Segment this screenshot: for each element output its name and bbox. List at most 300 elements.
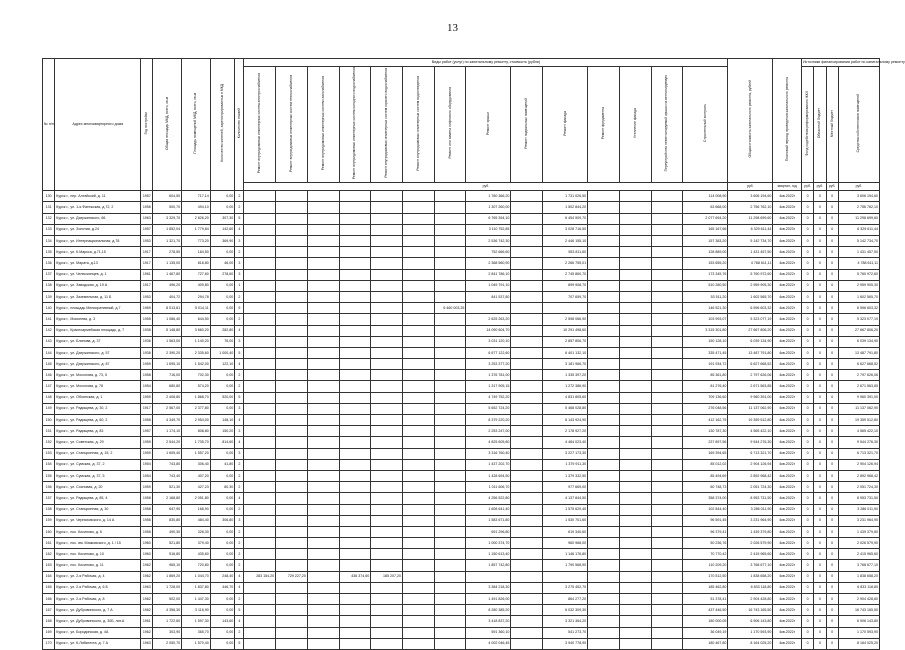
- row-number: 139: [43, 291, 55, 302]
- header-work-basement: Ремонт подвальных помещений: [511, 67, 543, 183]
- row-year: 1963: [141, 638, 153, 649]
- header-address: Адрес многоквартирного дома: [55, 59, 141, 191]
- row-work-cost: [307, 247, 339, 258]
- row-work-cost: [339, 582, 371, 593]
- header-work-hot-water: Ремонт внутридомовых инженерных систем горячего водоснабжения: [371, 67, 403, 183]
- row-year: 1959: [141, 392, 153, 403]
- row-work-cost: [403, 336, 435, 347]
- row-work-cost: [307, 493, 339, 504]
- row-work-cost: 150 128,10: [683, 336, 728, 347]
- table-row: [43, 403, 880, 414]
- row-living-area: 407,20: [182, 470, 211, 481]
- row-work-cost: 729 227,20: [276, 571, 308, 582]
- row-work-cost: [244, 325, 276, 336]
- row-funding-regional: 0: [814, 269, 826, 280]
- row-work-cost: [619, 291, 651, 302]
- row-total-area: 1 321,70: [153, 236, 182, 247]
- row-year: 1963: [141, 213, 153, 224]
- table-row: [43, 224, 880, 235]
- row-work-cost: 4 825 605,80: [466, 437, 511, 448]
- header-units-works: руб.: [244, 183, 728, 191]
- row-work-cost: [511, 191, 543, 202]
- row-address: Курск г., ул. Мосолова, д. 78: [55, 381, 141, 392]
- row-work-cost: [403, 515, 435, 526]
- row-work-cost: 3 275 452,70: [543, 582, 588, 593]
- row-work-cost: [276, 303, 308, 314]
- row-work-cost: 102 844,40: [683, 504, 728, 515]
- row-work-cost: [588, 370, 620, 381]
- row-work-cost: [588, 247, 620, 258]
- row-work-cost: [403, 627, 435, 638]
- row-number: 145: [43, 359, 55, 370]
- row-floors: 4: [235, 616, 244, 627]
- row-work-cost: [434, 549, 466, 560]
- row-work-cost: 707 659,70: [543, 291, 588, 302]
- row-work-cost: [244, 314, 276, 325]
- row-living-area: 484,40: [182, 515, 211, 526]
- row-work-cost: [244, 236, 276, 247]
- row-work-cost: [371, 638, 403, 649]
- row-address: Курск г., ул. К.Маркса, д.71,15: [55, 247, 141, 258]
- row-work-cost: 619 340,60: [543, 526, 588, 537]
- row-total-area: 965,10: [153, 560, 182, 571]
- row-work-cost: [307, 515, 339, 526]
- row-work-cost: 6 460 003,25: [434, 303, 466, 314]
- table-row: [43, 571, 880, 582]
- row-address: Курск г., пос. Косиново, д. 6: [55, 526, 141, 537]
- row-work-cost: 185 462,80: [683, 582, 728, 593]
- row-period: 4кв.2022г: [773, 269, 802, 280]
- row-work-cost: [339, 526, 371, 537]
- row-work-cost: [403, 247, 435, 258]
- row-address: Курск г., ул. Дубровинского, д. 30Б, лит.А: [55, 616, 141, 627]
- row-work-cost: [403, 258, 435, 269]
- row-work-cost: 591 360,10: [466, 627, 511, 638]
- row-work-cost: [588, 571, 620, 582]
- row-work-cost: [511, 213, 543, 224]
- row-funding-local: 0: [826, 594, 838, 605]
- row-work-cost: 335 471,45: [683, 347, 728, 358]
- row-work-cost: [434, 347, 466, 358]
- row-year: 1956: [141, 202, 153, 213]
- row-funding-regional: 0: [814, 627, 826, 638]
- row-period: 4кв.2022г: [773, 605, 802, 616]
- row-floors: 3: [235, 269, 244, 280]
- row-work-cost: [244, 616, 276, 627]
- row-work-cost: [307, 303, 339, 314]
- row-total-cost: 8 164 025,20: [728, 638, 773, 649]
- row-total-cost: 1 838 658,20: [728, 571, 773, 582]
- row-work-cost: [619, 549, 651, 560]
- row-work-cost: [276, 258, 308, 269]
- row-work-cost: [619, 426, 651, 437]
- row-work-cost: [403, 202, 435, 213]
- row-total-cost: 2 051 724,30: [728, 482, 773, 493]
- row-period: 4кв.2022г: [773, 303, 802, 314]
- row-work-cost: [276, 392, 308, 403]
- row-work-cost: [371, 515, 403, 526]
- row-funding-local: 0: [826, 303, 838, 314]
- row-funding-fund: 0: [801, 359, 813, 370]
- row-work-cost: [588, 280, 620, 291]
- table-row: [43, 303, 880, 314]
- row-total-area: 3 329,70: [153, 213, 182, 224]
- row-total-area: 4 356,30: [153, 605, 182, 616]
- header-work-drainage: Ремонт внутридомовых инженерных систем водоотведения: [403, 67, 435, 183]
- row-address: Курск г., ул. Советская, д. 29: [55, 437, 141, 448]
- row-work-cost: 60 748,73: [683, 482, 728, 493]
- row-floors: 3: [235, 448, 244, 459]
- row-period: 4кв.2022г: [773, 191, 802, 202]
- row-work-cost: [466, 303, 511, 314]
- row-work-cost: [651, 213, 683, 224]
- row-work-cost: [651, 370, 683, 381]
- row-work-cost: 899 908,70: [543, 280, 588, 291]
- row-work-cost: 70 770,42: [683, 549, 728, 560]
- row-address: Курск г., ул. Челюскинцев, д. 1: [55, 269, 141, 280]
- header-units-f2: руб.: [814, 183, 826, 191]
- row-residents: 520,00: [210, 392, 235, 403]
- row-work-cost: [588, 336, 620, 347]
- row-work-cost: [511, 493, 543, 504]
- row-work-cost: 3 253 377,20: [466, 359, 511, 370]
- row-living-area: 720,80: [182, 560, 211, 571]
- row-work-cost: [276, 202, 308, 213]
- row-address: Курск г., пос. им. Маяковского, д. 1 / 15: [55, 538, 141, 549]
- row-living-area: 435,60: [182, 549, 211, 560]
- row-floors: 2: [235, 549, 244, 560]
- row-residents: 248,40: [210, 571, 235, 582]
- row-address: Курск г., ул. Заземельная, д. 11 Б: [55, 291, 141, 302]
- row-total-cost: 3 231 964,90: [728, 515, 773, 526]
- row-work-cost: [511, 336, 543, 347]
- row-year: 1958: [141, 370, 153, 381]
- row-work-cost: 169 394,65: [683, 448, 728, 459]
- row-work-cost: [511, 560, 543, 571]
- row-work-cost: [371, 347, 403, 358]
- row-funding-fund: 0: [801, 448, 813, 459]
- row-residents: 0,00: [210, 403, 235, 414]
- row-floors: 2: [235, 314, 244, 325]
- row-work-cost: [588, 437, 620, 448]
- row-residents: 0,00: [210, 247, 235, 258]
- row-total-cost: 1 602 565,70: [728, 291, 773, 302]
- row-work-cost: [339, 381, 371, 392]
- row-work-cost: [466, 571, 511, 582]
- row-work-cost: [651, 571, 683, 582]
- row-period: 4кв.2022г: [773, 448, 802, 459]
- row-funding-owners: 2 892 968,42: [838, 470, 879, 481]
- row-work-cost: 81 276,40: [683, 381, 728, 392]
- row-residents: 80,30: [210, 482, 235, 493]
- row-funding-fund: 0: [801, 538, 813, 549]
- row-residents: 0,00: [210, 291, 235, 302]
- row-work-cost: 3 110 752,85: [466, 224, 511, 235]
- row-work-cost: [371, 280, 403, 291]
- row-work-cost: [307, 347, 339, 358]
- row-work-cost: [276, 448, 308, 459]
- row-funding-local: 0: [826, 224, 838, 235]
- row-work-cost: [307, 526, 339, 537]
- row-address: Курск г., ул. 1-я Фатежская, д.72, 2: [55, 202, 141, 213]
- row-work-cost: [619, 582, 651, 593]
- table-row: [43, 448, 880, 459]
- row-work-cost: [511, 526, 543, 537]
- row-year: 1956: [141, 515, 153, 526]
- row-work-cost: 2 625 263,20: [466, 314, 511, 325]
- row-funding-fund: 0: [801, 459, 813, 470]
- row-work-cost: [244, 582, 276, 593]
- row-number: 157: [43, 493, 55, 504]
- row-work-cost: 864 277,20: [543, 594, 588, 605]
- header-total-cost: Общая стоимость капитального ремонта, рублей: [728, 59, 773, 183]
- row-number: 147: [43, 381, 55, 392]
- row-work-cost: [651, 202, 683, 213]
- row-work-cost: [588, 191, 620, 202]
- row-work-cost: [403, 448, 435, 459]
- row-period: 4кв.2023г: [773, 224, 802, 235]
- row-work-cost: [434, 325, 466, 336]
- row-work-cost: [511, 515, 543, 526]
- row-work-cost: [588, 549, 620, 560]
- row-work-cost: [619, 504, 651, 515]
- row-work-cost: 103 993,07: [683, 314, 728, 325]
- row-work-cost: 752 666,60: [466, 247, 511, 258]
- row-total-cost: 1 170 593,90: [728, 627, 773, 638]
- row-work-cost: 1 583 671,80: [466, 515, 511, 526]
- row-total-cost: 2 892 968,42: [728, 470, 773, 481]
- row-work-cost: [339, 415, 371, 426]
- row-work-cost: [244, 415, 276, 426]
- row-total-cost: 1 431 457,50: [728, 247, 773, 258]
- row-work-cost: [244, 560, 276, 571]
- row-work-cost: [434, 415, 466, 426]
- row-funding-local: 0: [826, 325, 838, 336]
- row-work-cost: [307, 426, 339, 437]
- table-row: [43, 526, 880, 537]
- row-work-cost: 4 137 844,50: [543, 493, 588, 504]
- row-work-cost: 1 760 366,20: [466, 191, 511, 202]
- row-work-cost: [403, 638, 435, 649]
- row-work-cost: [244, 370, 276, 381]
- row-total-area: 1 695,10: [153, 359, 182, 370]
- header-work-cold-water: Ремонт внутридомовых инженерных систем холодного водоснабжения: [339, 67, 371, 183]
- row-work-cost: 53 511,20: [683, 291, 728, 302]
- row-work-cost: [403, 594, 435, 605]
- row-number: 148: [43, 392, 55, 403]
- row-total-cost: 9 544 276,30: [728, 437, 773, 448]
- row-funding-owners: 2 904 126,94: [838, 459, 879, 470]
- row-funding-fund: 0: [801, 582, 813, 593]
- row-funding-owners: 1 170 593,90: [838, 627, 879, 638]
- row-work-cost: [651, 381, 683, 392]
- row-address: Курск г., пос. Косиново, д. 10: [55, 549, 141, 560]
- row-work-cost: [619, 571, 651, 582]
- row-work-cost: 1 049 791,10: [466, 280, 511, 291]
- row-work-cost: 5 652 724,20: [466, 403, 511, 414]
- row-total-area: 1 135,00: [153, 258, 182, 269]
- row-address: Курск г., ул. Радищева, д. 60, 2: [55, 415, 141, 426]
- row-work-cost: [371, 415, 403, 426]
- row-floors: 2: [235, 381, 244, 392]
- row-year: 1953: [141, 291, 153, 302]
- row-work-cost: [651, 280, 683, 291]
- table-row: [43, 381, 880, 392]
- row-funding-owners: 6 906 143,80: [838, 616, 879, 627]
- header-funding-fund: Фонд содействия реформированию ЖКХ: [801, 67, 813, 183]
- row-number: 170: [43, 638, 55, 649]
- row-year: 1958: [141, 493, 153, 504]
- row-floors: 2: [235, 526, 244, 537]
- row-work-cost: [403, 538, 435, 549]
- row-total-cost: 4 565 422,10: [728, 426, 773, 437]
- row-work-cost: [339, 504, 371, 515]
- row-funding-regional: 0: [814, 314, 826, 325]
- row-period: 4кв.2022г: [773, 459, 802, 470]
- row-funding-regional: 0: [814, 236, 826, 247]
- row-floors: 3: [235, 236, 244, 247]
- row-work-cost: [619, 224, 651, 235]
- row-residents: 122,10: [210, 359, 235, 370]
- row-work-cost: [619, 627, 651, 638]
- row-number: 153: [43, 448, 55, 459]
- row-total-area: 496,20: [153, 280, 182, 291]
- row-total-area: 2 050,70: [153, 638, 182, 649]
- row-work-cost: [619, 470, 651, 481]
- row-work-cost: [244, 224, 276, 235]
- row-funding-owners: 2 671 563,85: [838, 381, 879, 392]
- row-work-cost: [588, 627, 620, 638]
- row-residents: 148,10: [210, 415, 235, 426]
- row-total-cost: 4 788 611,11: [728, 258, 773, 269]
- row-work-cost: [511, 638, 543, 649]
- row-residents: 307,30: [210, 213, 235, 224]
- row-work-cost: [244, 594, 276, 605]
- row-work-cost: [651, 549, 683, 560]
- row-work-cost: 2 745 860,70: [543, 269, 588, 280]
- row-funding-fund: 0: [801, 303, 813, 314]
- row-work-cost: [403, 605, 435, 616]
- row-total-area: 1 722,60: [153, 616, 182, 627]
- row-work-cost: [588, 325, 620, 336]
- header-works-group: Виды работ (услуг) по капитальному ремонту, стоимость (рубли): [244, 59, 728, 67]
- row-work-cost: [434, 582, 466, 593]
- row-work-cost: 1 530 701,60: [543, 515, 588, 526]
- row-period: 4кв.2022г: [773, 627, 802, 638]
- row-work-cost: 691 296,80: [466, 526, 511, 537]
- row-residents: 0,00: [210, 448, 235, 459]
- row-living-area: 294,78: [182, 291, 211, 302]
- row-year: 1954: [141, 470, 153, 481]
- row-funding-fund: 0: [801, 336, 813, 347]
- row-floors: 3: [235, 403, 244, 414]
- table-row: [43, 191, 880, 202]
- row-funding-owners: 5 142 734,70: [838, 236, 879, 247]
- row-work-cost: [307, 594, 339, 605]
- row-funding-local: 0: [826, 448, 838, 459]
- row-total-cost: 8 953 731,50: [728, 493, 773, 504]
- row-work-cost: [588, 504, 620, 515]
- row-work-cost: [307, 504, 339, 515]
- row-funding-owners: 2 026 579,90: [838, 538, 879, 549]
- row-funding-local: 0: [826, 616, 838, 627]
- row-work-cost: [434, 213, 466, 224]
- row-funding-regional: 0: [814, 448, 826, 459]
- row-work-cost: [511, 582, 543, 593]
- row-total-cost: 19 359 512,80: [728, 415, 773, 426]
- row-year: 1963: [141, 582, 153, 593]
- row-work-cost: [403, 582, 435, 593]
- table-row: [43, 236, 880, 247]
- row-funding-regional: 0: [814, 560, 826, 571]
- row-work-cost: [619, 236, 651, 247]
- row-address: Курск г., ул. Станционная, д. 15, 2: [55, 448, 141, 459]
- row-work-cost: [244, 403, 276, 414]
- row-work-cost: [371, 202, 403, 213]
- row-work-cost: [434, 236, 466, 247]
- row-work-cost: [511, 426, 543, 437]
- row-funding-regional: 0: [814, 403, 826, 414]
- row-year: 1958: [141, 504, 153, 515]
- row-work-cost: [511, 370, 543, 381]
- row-work-cost: [307, 538, 339, 549]
- row-floors: 5: [235, 605, 244, 616]
- row-work-cost: [651, 482, 683, 493]
- row-work-cost: [511, 538, 543, 549]
- row-work-cost: [276, 325, 308, 336]
- row-funding-local: 0: [826, 549, 838, 560]
- row-work-cost: [339, 459, 371, 470]
- row-work-cost: [403, 269, 435, 280]
- row-work-cost: [588, 426, 620, 437]
- row-work-cost: 14 090 604,70: [466, 325, 511, 336]
- row-funding-owners: 3 768 677,10: [838, 560, 879, 571]
- row-residents: 41,80: [210, 459, 235, 470]
- row-work-cost: [403, 616, 435, 627]
- row-work-cost: [276, 213, 308, 224]
- row-living-area: 3 660,20: [182, 325, 211, 336]
- row-work-cost: 185 207,20: [371, 571, 403, 582]
- row-work-cost: [651, 504, 683, 515]
- row-work-cost: [276, 627, 308, 638]
- row-work-cost: [339, 258, 371, 269]
- row-year: 1958: [141, 526, 153, 537]
- row-work-cost: [434, 594, 466, 605]
- row-work-cost: [276, 370, 308, 381]
- row-period: 4кв.2022г: [773, 236, 802, 247]
- table-row: [43, 459, 880, 470]
- table-row: [43, 415, 880, 426]
- row-work-cost: 4 256 522,80: [466, 493, 511, 504]
- row-work-cost: [244, 515, 276, 526]
- table-row: [43, 549, 880, 560]
- row-residents: 0,00: [210, 314, 235, 325]
- row-work-cost: [371, 224, 403, 235]
- row-period: 4кв.2022г: [773, 638, 802, 649]
- row-work-cost: [276, 236, 308, 247]
- row-address: Курск г., ул. 2-я Рабочая, д. 8: [55, 594, 141, 605]
- row-funding-owners: 5 760 972,60: [838, 269, 879, 280]
- row-work-cost: [307, 370, 339, 381]
- row-work-cost: [339, 269, 371, 280]
- row-work-cost: [371, 236, 403, 247]
- row-work-cost: [588, 594, 620, 605]
- row-work-cost: [511, 571, 543, 582]
- row-funding-regional: 0: [814, 247, 826, 258]
- row-work-cost: [434, 560, 466, 571]
- row-work-cost: [307, 269, 339, 280]
- table-row: [43, 370, 880, 381]
